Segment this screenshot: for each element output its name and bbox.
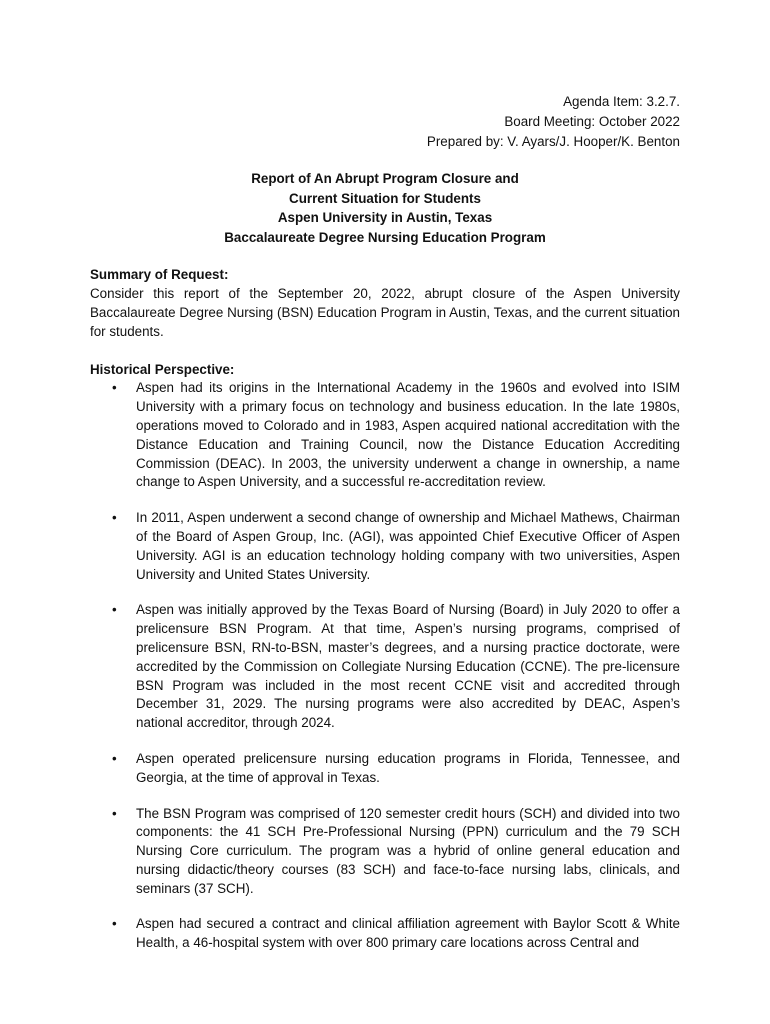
list-item-text: Aspen had its origins in the International Academy in the 1960s and evolved into ISIM University with a primary focus on technology and business education. In the late 1980s, operations moved to Colorado and in 1983, Aspen acquired national accreditation with the Distance Education and Training Council, now the Distance Education Accrediting Commission (DEAC). In 2003, the university underwent a change in ownership, a name change to Aspen University, and a successful re-accreditation review. [136,380,680,490]
bullet-icon: • [112,380,117,396]
list-item [90,379,680,492]
list-item-text: In 2011, Aspen underwent a second change of ownership and Michael Mathews, Chairman of the Board of Aspen Group, Inc. (AGI), was appointed Chief Executive Officer of Aspen University. AGI is an education technology holding company with two universities, Aspen University and United States University. [136,510,680,582]
list-item [90,509,680,584]
list-item-text: Aspen had secured a contract and clinical affiliation agreement with Baylor Scott & White Health, a 46-hospital system with over 800 primary care locations across Central and [136,916,680,951]
title-line-2: Current Situation for Students [289,190,481,206]
list-item-text: The BSN Program was comprised of 120 semester credit hours (SCH) and divided into two components: the 41 SCH Pre-Professional Nursing (PPN) curriculum and the 79 SCH Nursing Core curriculum. The program was a hybrid of online general education and nursing didactic/theory courses (83 SCH) and face-to-face nursing labs, clinicals, and seminars (37 SCH). [136,805,680,896]
prepared-by: Prepared by: V. Ayars/J. Hooper/K. Benton [426,134,680,149]
summary-body: Consider this report of the September 20, 2022, abrupt closure of the Aspen University Baccalaureate Degree Nursing (BSN) Education Program in Austin, Texas, and the current situation for students. [90,286,680,339]
report-title [90,169,680,247]
bullet-icon: • [112,750,117,766]
title-line-4: Baccalaureate Degree Nursing Education Program [224,229,546,245]
bullet-icon: • [112,916,117,932]
bullet-icon: • [112,805,117,821]
bullet-icon: • [112,510,117,526]
title-line-3: Aspen University in Austin, Texas [277,210,493,226]
list-item-text: Aspen operated prelicensure nursing education programs in Florida, Tennessee, and Georgia, at the time of approval in Texas. [136,750,680,785]
list-item [90,805,680,899]
historical-perspective-list [90,379,680,953]
title-line-1: Report of An Abrupt Program Closure and [251,171,519,186]
bullet-icon: • [112,602,117,618]
document-header [90,92,680,152]
historical-perspective-heading: Historical Perspective: [90,361,235,377]
list-item [90,601,680,733]
list-item-text: Aspen was initially approved by the Texas Board of Nursing (Board) in July 2020 to offer a prelicensure BSN Program. At that time, Aspen’s nursing programs, comprised of prelicensure BSN, RN-to-BSN, master’s degrees, and a nursing practice doctorate, were accredited by the Commission on Collegiate Nursing Education (CCNE). The pre-licensure BSN Program was included in the most recent CCNE visit and accredited through December 31, 2029. The nursing programs were also accredited by DEAC, Aspen’s national accreditor, through 2024. [136,602,680,731]
summary-heading: Summary of Request: [90,267,229,283]
list-item [90,915,680,953]
agenda-item: Agenda Item: 3.2.7. [563,94,680,109]
list-item [90,750,680,788]
board-meeting: Board Meeting: October 2022 [504,114,680,129]
document-page [90,92,680,970]
